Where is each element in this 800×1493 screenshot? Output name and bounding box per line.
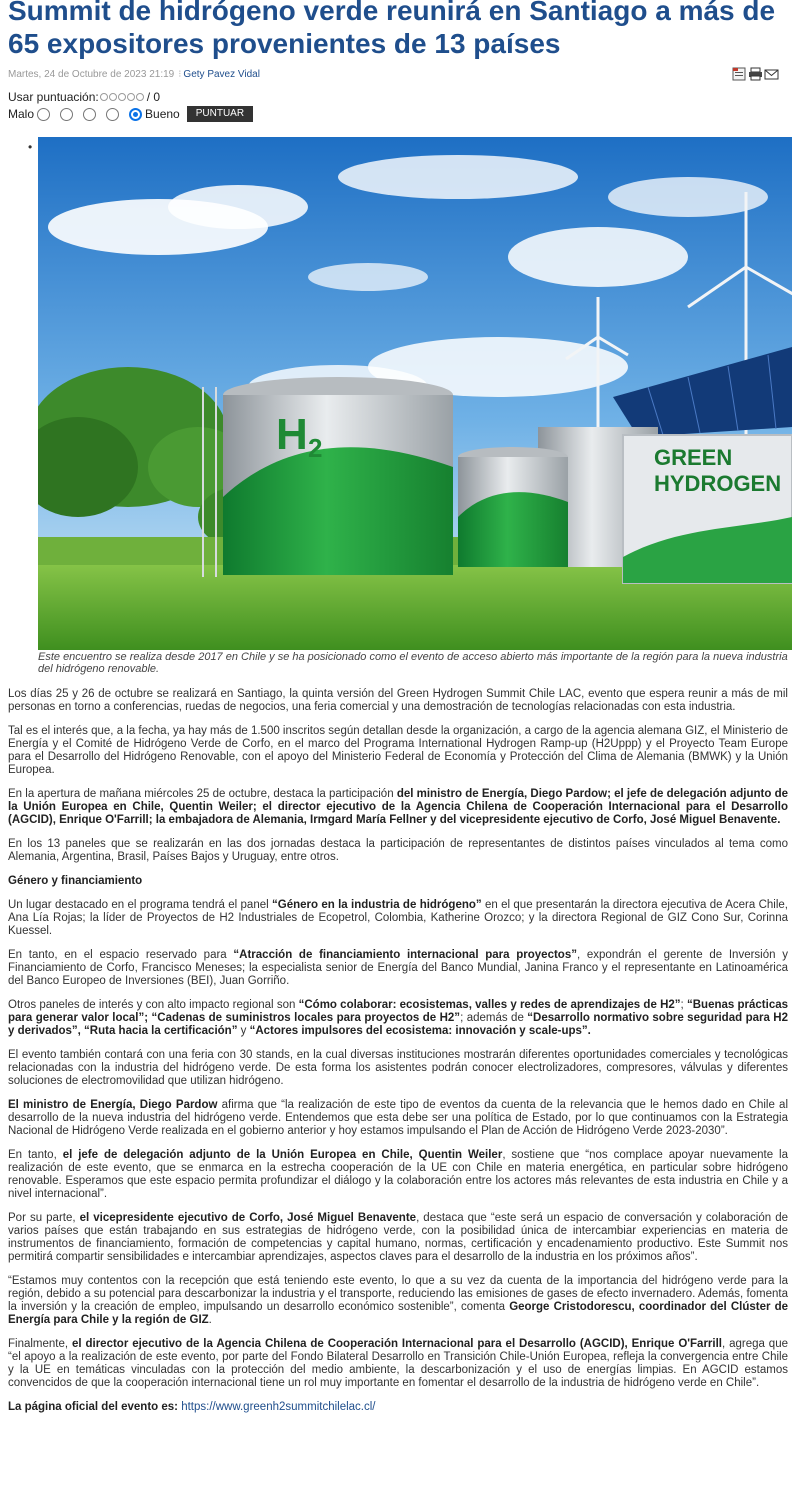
bold-run: “Actores impulsores del ecosistema: innovación y scale-ups”. — [249, 1025, 591, 1037]
bold-run: La página oficial del evento es: — [8, 1401, 182, 1413]
paragraph: Tal es el interés que, a la fecha, ya hay más de 1.500 inscritos según detallan desde la organización, a cargo de la agencia alemana GIZ, el Ministerio de Energía y el Comité de Hidrógeno Verde de Corfo, en el marco del Programa International Hydrogen Ramp-up (H2Uppp) y el Proyecto Team Europe para el Desarrollo del Hidrógeno Renovable, con el apoyo del Ministerio Federal de Economía y Protección del Clima de Alemania (BMWK) y la Unión Europea. — [8, 725, 788, 776]
text-run: Finalmente, — [8, 1338, 72, 1350]
text-run: ; además de — [460, 1012, 528, 1024]
text-run: En tanto, en el espacio reservado para — [8, 949, 234, 961]
article-photo — [38, 137, 792, 650]
paragraph — [8, 1338, 788, 1390]
rating-low-label: Malo — [8, 107, 35, 121]
paragraph — [8, 899, 788, 938]
rating-high-label: Bueno — [145, 107, 180, 121]
bold-run: “Desarrollo normativo sobre seguridad para H2 y derivados”, “Ruta hacia la certificación” — [8, 1012, 789, 1037]
paragraph — [8, 1275, 788, 1327]
bold-run: el director ejecutivo de la Agencia Chilena de Cooperación Internacional para el Desarrollo (AGCID), Enrique O'Farrill — [71, 1338, 722, 1350]
paragraph — [8, 1099, 788, 1138]
rating-form — [8, 106, 253, 122]
text-run: , sostiene que “nos complace apoyar nuevamente la realización de este evento, que se enmarca en la estrecha cooperación de la UE con Chile en materia energética, en particular sobre hidrógeno renovable. Esperamos que este espacio permita profundizar el diálogo y la colaboración entre los actores más relevantes de esta industria en Chile y a nivel internacional”. — [8, 1149, 789, 1200]
text-run: , destaca que “este será un espacio de conversación y colaboración de varios países que están trabajando en sus estrategias de hidrógeno verde, con la posibilidad única de intercambiar experiencias en materia de instrumentos de financiamiento, formación de competencias y capital humano, normas, certificación y encadenamiento productivo. Este Summit nos permitirá compartir sensibilidades e intercambiar aprendizajes, aspectos claves para el desarrollo de la industria en los próximos años”. — [8, 1212, 788, 1263]
text-run: . — [208, 1314, 212, 1326]
rating-stars — [100, 93, 145, 101]
paragraph — [8, 949, 788, 988]
text-run: , agrega que “el apoyo a la realización de este evento, por parte del Fondo Bilateral Desarrollo en Transición Chile-Unión Europea, refleja la convergencia entre Chile y la UE en temáticas vinculadas con la protección del medio ambiente, la descarbonización y el uso de energías limpias. En AGCID estamos convencidos de que la cooperación internacional tiene un rol muy importante en fomentar el desarrollo de la industria de hidrógeno verde en Chile”. — [8, 1338, 788, 1389]
bold-run: el jefe de delegación adjunto de la Unión Europea en Chile, Quentin Weiler — [62, 1149, 503, 1161]
vote-button[interactable]: PUNTUAR — [187, 106, 253, 122]
event-website-link[interactable]: https://www.greenh2summitchilelac.cl/ — [181, 1401, 376, 1413]
paragraph: En los 13 paneles que se realizarán en las dos jornadas destaca la participación de representantes de distintos países vinculados al tema como Alemania, Argentina, Brasil, Países Bajos y Uruguay, entre otros. — [8, 838, 788, 863]
star-icon — [118, 93, 126, 101]
article-body — [8, 688, 788, 1425]
article-author[interactable]: Gety Pavez Vidal — [183, 69, 260, 80]
rating-score: / 0 — [146, 90, 161, 104]
text-run: En la apertura de mañana miércoles 25 de octubre, destaca la participación — [8, 788, 397, 800]
rating-label: Usar puntuación: — [8, 90, 99, 104]
bold-run: “Cómo colaborar: ecosistemas, valles y redes de aprendizajes de H2” — [298, 999, 681, 1011]
email-icon[interactable] — [764, 67, 779, 81]
paragraph — [8, 999, 788, 1038]
h2-letter: H — [276, 410, 308, 459]
rating-radio-2[interactable] — [60, 108, 73, 121]
paragraph — [8, 1149, 788, 1201]
rating-radio-1[interactable] — [37, 108, 50, 121]
bold-run: “Género en la industria de hidrógeno” — [272, 899, 482, 911]
star-icon — [100, 93, 108, 101]
text-run: ; — [680, 999, 687, 1011]
rating-radio-4[interactable] — [106, 108, 119, 121]
text-run: Por su parte, — [8, 1212, 80, 1224]
text-run: Otros paneles de interés y con alto impacto regional son — [8, 999, 299, 1011]
bold-run: George Cristodorescu, coordinador del Clúster de Energía para Chile y la región de GIZ — [8, 1301, 789, 1326]
article-title: Summit de hidrógeno verde reunirá en Santiago a más de 65 expositores provenientes de 13 países — [8, 0, 776, 59]
list-bullet: • — [28, 140, 33, 154]
star-icon — [109, 93, 117, 101]
pdf-icon[interactable] — [732, 67, 747, 81]
paragraph — [8, 1401, 788, 1414]
bold-run: “Atracción de financiamiento internacional para proyectos” — [233, 949, 577, 961]
text-run: , expondrán el gerente de Inversión y Financiamiento de Corfo, Francisco Meneses; la especialista senior de Energía del Banco Mundial, Janina Franco y el representante en Latinoamérica del Banco Europeo de Inversiones (BEI), Juan Gorriño. — [8, 949, 788, 987]
bold-run: el vicepresidente ejecutivo de Corfo, José Miguel Benavente — [79, 1212, 417, 1224]
paragraph — [8, 875, 788, 888]
article-meta — [8, 69, 260, 80]
paragraph: Los días 25 y 26 de octubre se realizará en Santiago, la quinta versión del Green Hydrogen Summit Chile LAC, evento que espera reunir a más de mil personas en torno a conferencias, ruedas de negocios, una feria comercial y una demostración de tecnologías relacionadas con esta industria. — [8, 688, 788, 713]
bold-run: El ministro de Energía, Diego Pardow — [8, 1099, 218, 1111]
bold-run: “Buenas prácticas para generar valor local”; “Cadenas de suministros locales para proyectos de H2” — [8, 999, 789, 1024]
text-run: en el que presentarán la directora ejecutiva de Acera Chile, Ana Lía Rojas; la líder de Proyectos de H2 Industriales de Ecopetrol, Colombia, Katherine Orozco; y la directora Regional de GIZ Cono Sur, Corinna Kuessel. — [8, 899, 788, 937]
paragraph: El evento también contará con una feria con 30 stands, en la cual diversas instituciones mostrarán diferentes oportunidades comerciales y tecnológicas relacionadas con la industria del hidrógeno verde. De esta forma los asistentes podrán conocer electrolizadores, compresores, válvulas y diferentes soluciones de electromovilidad que utilizan hidrógeno. — [8, 1049, 788, 1087]
paragraph — [8, 788, 788, 827]
meta-separator: ⁝ — [178, 69, 182, 80]
rating-radio-3[interactable] — [83, 108, 96, 121]
article-tools — [732, 67, 780, 81]
sign-green: GREEN — [654, 445, 733, 470]
star-icon — [127, 93, 135, 101]
text-run: afirma que “la realización de este tipo de eventos da cuenta de la relevancia que le hemos dado en Chile al desarrollo de la nueva industria del hidrógeno verde. Entendemos que esta debe ser una política de Estado, por lo que continuamos con la Estrategia Nacional de Hidrógeno Verde realizada en el gobierno anterior y hoy estamos impulsando el Plan de Acción de Hidrógeno Verde 2023-2030”. — [8, 1099, 789, 1137]
photo-caption: Este encuentro se realiza desde 2017 en Chile y se ha posicionado como el evento de acceso abierto más importante de la región para la nueva industria del hidrógeno renovable. — [38, 651, 788, 675]
section-subheading: Género y financiamiento — [8, 875, 143, 887]
star-icon — [136, 93, 144, 101]
article-date: Martes, 24 de Octubre de 2023 21:19 — [8, 69, 175, 80]
text-run: En tanto, — [8, 1149, 63, 1161]
text-run: Un lugar destacado en el programa tendrá el panel — [8, 899, 273, 911]
sign-hydrogen: HYDROGEN — [654, 471, 782, 496]
rating-summary — [8, 90, 160, 104]
rating-radio-5[interactable] — [129, 108, 142, 121]
text-run: “Estamos muy contentos con la recepción que está teniendo este evento, lo que a su vez da cuenta de la importancia del hidrógeno verde para la región, debido a su potencial para descarbonizar la industria y el transporte, reduciendo las emisiones de gases de efecto invernadero. Además, fomenta la inversión y la creación de empleo, impulsando un desarrollo económico sostenible”, comenta — [8, 1275, 788, 1313]
print-icon[interactable] — [748, 67, 763, 81]
paragraph — [8, 1212, 788, 1264]
bold-run: del ministro de Energía, Diego Pardow; el jefe de delegación adjunto de la Unión Europea en Chile, Quentin Weiler; el director ejecutivo de la Agencia Chilena de Cooperación Internacional para el Desarrollo (AGCID), Enrique O'Farrill; la embajadora de Alemania, Irmgard María Fellner y del vicepresidente ejecutivo de Corfo, José Miguel Benavente. — [8, 788, 788, 826]
h2-subscript: 2 — [308, 433, 323, 463]
text-run: y — [237, 1025, 250, 1037]
